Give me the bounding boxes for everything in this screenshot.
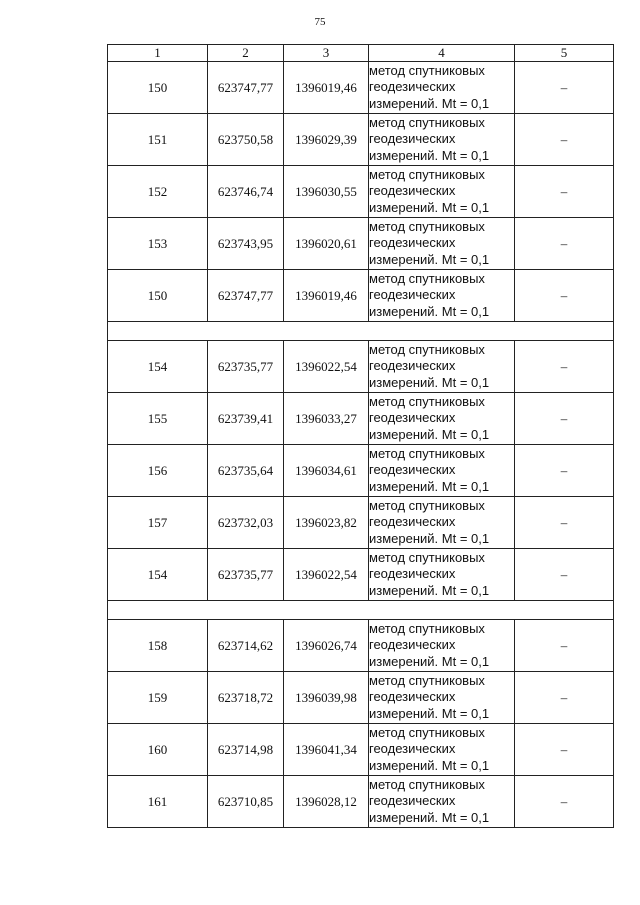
group-separator-row (108, 601, 614, 620)
y-coordinate-cell: 1396026,74 (284, 620, 369, 672)
method-line: геодезических (369, 235, 456, 251)
method-line: геодезических (369, 741, 456, 757)
method-cell (369, 620, 515, 672)
x-coordinate-cell: 623710,85 (208, 776, 284, 828)
note-dash-cell: – (515, 497, 614, 549)
x-coordinate-cell: 623714,98 (208, 724, 284, 776)
y-coordinate-cell: 1396023,82 (284, 497, 369, 549)
table-row (108, 549, 614, 601)
method-line: измерений. Mt = 0,1 (369, 147, 490, 163)
table-row (108, 672, 614, 724)
note-dash-cell: – (515, 270, 614, 322)
x-coordinate-cell: 623750,58 (208, 114, 284, 166)
method-line: геодезических (369, 410, 456, 426)
method-line: геодезических (369, 183, 456, 199)
y-coordinate-cell: 1396019,46 (284, 62, 369, 114)
method-line: измерений. Mt = 0,1 (369, 478, 490, 494)
method-line: метод спутниковых (369, 445, 485, 461)
table-row (108, 166, 614, 218)
table-row (108, 218, 614, 270)
table-row (108, 724, 614, 776)
table-row (108, 114, 614, 166)
x-coordinate-cell: 623747,77 (208, 270, 284, 322)
y-coordinate-cell: 1396020,61 (284, 218, 369, 270)
point-number-cell: 151 (108, 114, 208, 166)
method-cell (369, 497, 515, 549)
note-dash-cell: – (515, 218, 614, 270)
x-coordinate-cell: 623718,72 (208, 672, 284, 724)
point-number-cell: 157 (108, 497, 208, 549)
method-cell (369, 549, 515, 601)
y-coordinate-cell: 1396022,54 (284, 549, 369, 601)
method-line: геодезических (369, 793, 456, 809)
method-line: метод спутниковых (369, 62, 485, 78)
method-line: геодезических (369, 689, 456, 705)
method-line: метод спутниковых (369, 166, 485, 182)
table-row (108, 445, 614, 497)
point-number-cell: 155 (108, 393, 208, 445)
method-cell (369, 62, 515, 114)
method-cell (369, 776, 515, 828)
note-dash-cell: – (515, 114, 614, 166)
note-dash-cell: – (515, 166, 614, 218)
method-cell (369, 166, 515, 218)
column-header-5: 5 (515, 45, 614, 62)
method-line: метод спутниковых (369, 724, 485, 740)
method-cell (369, 218, 515, 270)
y-coordinate-cell: 1396022,54 (284, 341, 369, 393)
table-row (108, 270, 614, 322)
group-separator-cell (108, 601, 614, 620)
method-line: метод спутниковых (369, 620, 485, 636)
method-line: измерений. Mt = 0,1 (369, 199, 490, 215)
note-dash-cell: – (515, 393, 614, 445)
y-coordinate-cell: 1396034,61 (284, 445, 369, 497)
method-line: измерений. Mt = 0,1 (369, 530, 490, 546)
method-line: метод спутниковых (369, 672, 485, 688)
method-line: метод спутниковых (369, 218, 485, 234)
y-coordinate-cell: 1396030,55 (284, 166, 369, 218)
x-coordinate-cell: 623739,41 (208, 393, 284, 445)
method-line: измерений. Mt = 0,1 (369, 582, 490, 598)
method-line: геодезических (369, 462, 456, 478)
group-separator-row (108, 322, 614, 341)
method-line: метод спутниковых (369, 497, 485, 513)
table-row (108, 393, 614, 445)
method-line: геодезических (369, 131, 456, 147)
method-line: метод спутниковых (369, 341, 485, 357)
method-cell (369, 672, 515, 724)
note-dash-cell: – (515, 672, 614, 724)
method-line: метод спутниковых (369, 776, 485, 792)
point-number-cell: 161 (108, 776, 208, 828)
x-coordinate-cell: 623735,77 (208, 341, 284, 393)
method-line: метод спутниковых (369, 393, 485, 409)
column-header-1: 1 (108, 45, 208, 62)
table-row (108, 62, 614, 114)
point-number-cell: 153 (108, 218, 208, 270)
note-dash-cell: – (515, 724, 614, 776)
point-number-cell: 150 (108, 270, 208, 322)
method-cell (369, 341, 515, 393)
column-header-2: 2 (208, 45, 284, 62)
y-coordinate-cell: 1396028,12 (284, 776, 369, 828)
y-coordinate-cell: 1396019,46 (284, 270, 369, 322)
x-coordinate-cell: 623732,03 (208, 497, 284, 549)
method-line: измерений. Mt = 0,1 (369, 653, 490, 669)
method-line: геодезических (369, 358, 456, 374)
table-row (108, 497, 614, 549)
column-header-3: 3 (284, 45, 369, 62)
table-row (108, 620, 614, 672)
coordinates-table (107, 44, 614, 828)
x-coordinate-cell: 623743,95 (208, 218, 284, 270)
method-line: геодезических (369, 566, 456, 582)
method-line: измерений. Mt = 0,1 (369, 426, 490, 442)
point-number-cell: 154 (108, 341, 208, 393)
method-line: геодезических (369, 514, 456, 530)
table-header-row (108, 45, 614, 62)
point-number-cell: 150 (108, 62, 208, 114)
x-coordinate-cell: 623747,77 (208, 62, 284, 114)
x-coordinate-cell: 623735,64 (208, 445, 284, 497)
note-dash-cell: – (515, 549, 614, 601)
note-dash-cell: – (515, 62, 614, 114)
method-line: метод спутниковых (369, 549, 485, 565)
note-dash-cell: – (515, 776, 614, 828)
table-row (108, 341, 614, 393)
y-coordinate-cell: 1396039,98 (284, 672, 369, 724)
method-cell (369, 445, 515, 497)
method-line: измерений. Mt = 0,1 (369, 809, 490, 825)
method-cell (369, 393, 515, 445)
method-line: геодезических (369, 79, 456, 95)
method-line: измерений. Mt = 0,1 (369, 251, 490, 267)
method-line: измерений. Mt = 0,1 (369, 705, 490, 721)
method-line: измерений. Mt = 0,1 (369, 757, 490, 773)
x-coordinate-cell: 623735,77 (208, 549, 284, 601)
method-line: геодезических (369, 287, 456, 303)
method-cell (369, 114, 515, 166)
point-number-cell: 152 (108, 166, 208, 218)
note-dash-cell: – (515, 341, 614, 393)
page-number: 75 (314, 16, 326, 28)
y-coordinate-cell: 1396041,34 (284, 724, 369, 776)
method-line: измерений. Mt = 0,1 (369, 374, 490, 390)
column-header-4: 4 (369, 45, 515, 62)
note-dash-cell: – (515, 445, 614, 497)
point-number-cell: 154 (108, 549, 208, 601)
x-coordinate-cell: 623714,62 (208, 620, 284, 672)
point-number-cell: 156 (108, 445, 208, 497)
method-cell (369, 270, 515, 322)
method-line: метод спутниковых (369, 114, 485, 130)
table-row (108, 776, 614, 828)
point-number-cell: 159 (108, 672, 208, 724)
method-cell (369, 724, 515, 776)
method-line: геодезических (369, 637, 456, 653)
method-line: измерений. Mt = 0,1 (369, 95, 490, 111)
point-number-cell: 160 (108, 724, 208, 776)
y-coordinate-cell: 1396029,39 (284, 114, 369, 166)
group-separator-cell (108, 322, 614, 341)
method-line: измерений. Mt = 0,1 (369, 303, 490, 319)
method-line: метод спутниковых (369, 270, 485, 286)
x-coordinate-cell: 623746,74 (208, 166, 284, 218)
point-number-cell: 158 (108, 620, 208, 672)
y-coordinate-cell: 1396033,27 (284, 393, 369, 445)
note-dash-cell: – (515, 620, 614, 672)
